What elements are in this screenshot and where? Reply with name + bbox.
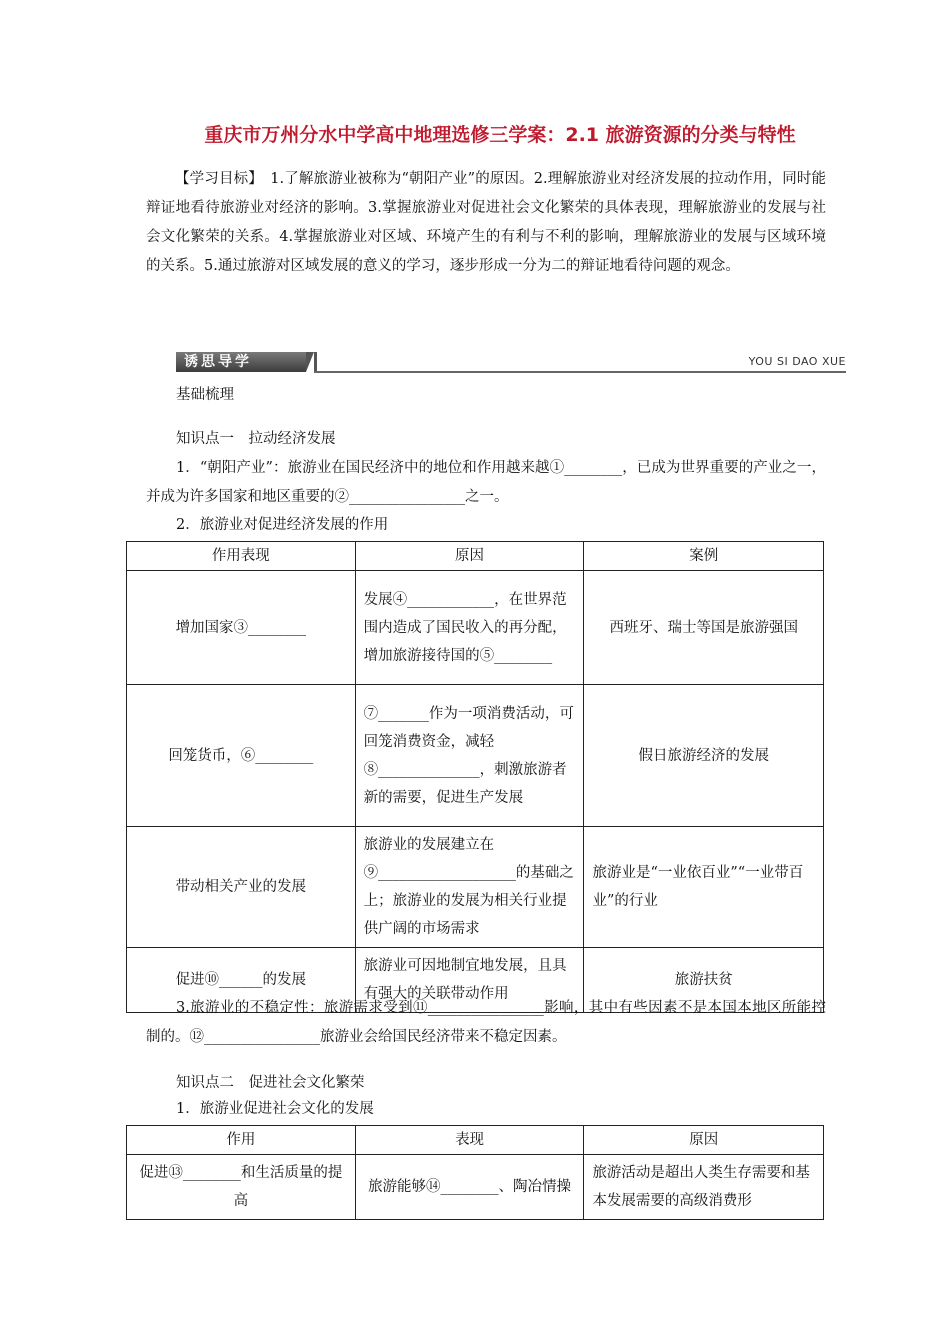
page-title: 重庆市万州分水中学高中地理选修三学案：2.1 旅游资源的分类与特性 [204,124,796,146]
table-header: 作用 [127,1126,356,1155]
table-header-row [127,542,824,571]
table-cell: 旅游扶贫 [584,948,824,1013]
table-cell: 回笼货币，⑥________ [127,685,356,827]
kp1-item2: 2．旅游业对促进经济发展的作用 [176,517,389,533]
learning-objectives: 【学习目标】 1.了解旅游业被称为“朝阳产业”的原因。2.理解旅游业对经济发展的拉动作用，同时能辩证地看待旅游业对经济的影响。3.掌握旅游业对促进社会文化繁荣的具体表现，理解旅游业的发展与社会文化繁荣的关系。4.掌握旅游业对区域、环境产生的有利与不利的影响，理解旅游业的发展与区域环境的关系。5.通过旅游对区域发展的意义的学习，逐步形成一分为二的辩证地看待问题的观念。 [146,171,826,274]
table-cell: ⑦_______作为一项消费活动，可回笼消费资金，减轻⑧______________，刺激旅游者新的需要，促进生产发展 [355,685,584,827]
table-header-row [127,1126,824,1155]
table-cell: 发展④____________，在世界范围内造成了国民收入的再分配，增加旅游接待国的⑤________ [355,571,584,685]
table-cell: 旅游业可因地制宜地发展，且具有强大的关联带动作用 [355,948,584,1013]
banner-rule [314,371,846,373]
table-cell: 旅游活动是超出人类生存需要和基本发展需要的高级消费形 [584,1155,824,1220]
table-row [127,685,824,827]
table-row [127,1155,824,1220]
table-header: 案例 [584,542,824,571]
table-cell: 带动相关产业的发展 [127,827,356,948]
table-cell: 增加国家③________ [127,571,356,685]
table-row [127,827,824,948]
banner-tail [306,352,314,372]
section-basic: 基础梳理 [176,387,234,403]
culture-table [126,1125,824,1220]
table-cell: 假日旅游经济的发展 [584,685,824,827]
section-banner [176,352,846,374]
table-header: 原因 [584,1126,824,1155]
banner-english: YOU SI DAO XUE [748,355,846,368]
table-cell: 旅游业是“一业依百业”“一业带百业”的行业 [584,827,824,948]
table-cell: 促进⑬________和生活质量的提高 [127,1155,356,1220]
table-cell: 促进⑩______的发展 [127,948,356,1013]
banner-bar [314,352,317,372]
banner-label: 诱思导学 [176,352,306,372]
table-cell: 西班牙、瑞士等国是旅游强国 [584,571,824,685]
kp2-item1: 1．旅游业促进社会文化的发展 [176,1101,374,1117]
kp1-item1: 1．“朝阳产业”：旅游业在国民经济中的地位和作用越来越①________，已成为世界重要的产业之一，并成为许多国家和地区重要的②________________之一。 [146,460,826,505]
kp1-heading: 知识点一 拉动经济发展 [176,431,336,447]
table-header: 原因 [355,542,584,571]
table-row [127,571,824,685]
kp1-item3: 3.旅游业的不稳定性：旅游需求受到⑪________________影响，其中有些因素不是本国本地区所能控制的。⑫________________旅游业会给国民经济带来不稳定因素。 [146,1000,826,1045]
table-header: 表现 [355,1126,584,1155]
economy-table [126,541,824,1013]
table-header: 作用表现 [127,542,356,571]
table-cell: 旅游业的发展建立在⑨___________________的基础之上；旅游业的发展为相关行业提供广阔的市场需求 [355,827,584,948]
table-cell: 旅游能够⑭________、陶冶情操 [355,1155,584,1220]
kp2-heading: 知识点二 促进社会文化繁荣 [176,1075,365,1091]
